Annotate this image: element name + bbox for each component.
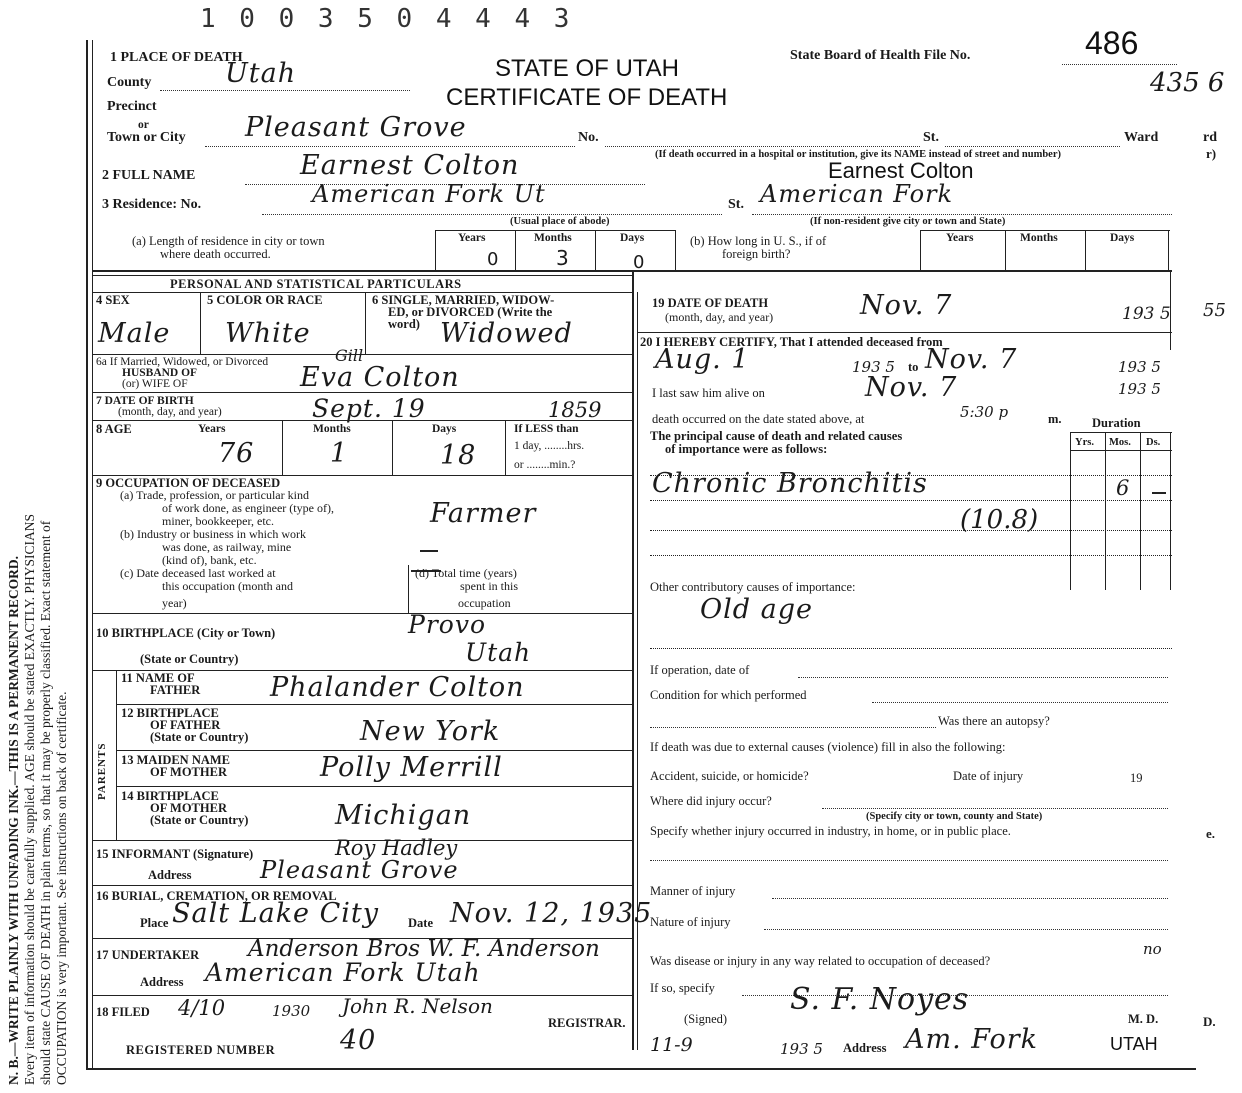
if-less-2: 1 day, ........hrs.: [514, 440, 585, 452]
residence-label: 3 Residence: No.: [102, 197, 202, 212]
attended-to-year: 193 5: [1118, 358, 1161, 376]
burial-place-value: Salt Lake City: [172, 898, 380, 929]
informant-address-value: Pleasant Grove: [260, 856, 459, 884]
md-label: M. D.: [1128, 1012, 1159, 1026]
accident-label: Accident, suicide, or homicide?: [650, 769, 809, 783]
undertaker-label: 17 UNDERTAKER: [96, 948, 200, 962]
last-saw-value: Nov. 7: [865, 372, 958, 403]
marital-label-1: 6 SINGLE, MARRIED, WIDOW-: [372, 293, 555, 307]
occ-a1: (a) Trade, profession, or particular kind: [120, 488, 309, 502]
town-label: Town or City: [107, 130, 186, 145]
fbirth-label-3: (State or Country): [150, 730, 249, 744]
specify-label: Specify whether injury occurred in industry, in home, or in public place.: [650, 824, 1011, 838]
mbirth-label-3: (State or Country): [150, 813, 249, 827]
occ-c3: year): [162, 596, 187, 610]
physician-address: Am. Fork: [905, 1024, 1039, 1055]
burial-date-label: Date: [408, 916, 433, 930]
disease-answer: no: [1143, 940, 1162, 958]
spouse-label-3: (or) WIFE OF: [122, 378, 188, 390]
burial-date-value: Nov. 12, 1935: [450, 898, 653, 929]
occ-a3: miner, bookkeeper, etc.: [162, 514, 274, 528]
registrar-label: REGISTRAR.: [548, 1016, 626, 1030]
title-certificate: CERTIFICATE OF DEATH: [446, 84, 728, 111]
filed-year: 1930: [272, 1002, 311, 1020]
registered-number-value: 40: [340, 1025, 377, 1056]
occ-a2: of work done, as engineer (type of),: [162, 501, 334, 515]
injury-date-label: Date of injury: [953, 769, 1024, 783]
res-months-label: Months: [534, 232, 572, 244]
birth-state-value: Utah: [465, 638, 532, 667]
color-label: 5 COLOR OR RACE: [207, 293, 323, 307]
cause-label-2: of importance were as follows:: [665, 442, 828, 456]
undertaker-value: Anderson Bros W. F. Anderson: [248, 936, 600, 962]
registrar-signature: John R. Nelson: [342, 994, 493, 1018]
father-label-2: FATHER: [150, 683, 201, 697]
signed-year: 193 5: [780, 1040, 823, 1058]
cause-value: Chronic Bronchitis: [652, 468, 928, 499]
dob-month-day: Sept. 19: [312, 394, 426, 423]
mbirth-value: Michigan: [335, 800, 472, 831]
st-label: St.: [923, 130, 939, 145]
filed-date: 4/10: [178, 996, 226, 1020]
occ-d2: spent in this: [460, 579, 519, 593]
occ-c2: this occupation (month and: [162, 579, 293, 593]
margin-d: D.: [1203, 1014, 1216, 1029]
last-saw-label: I last saw him alive on: [652, 386, 765, 400]
side-note-line2: Every item of information should be carefully supplied. AGE should be stated EXACTLY. PHYSICIANS: [22, 514, 37, 1085]
place-heading: 1 PLACE OF DEATH: [110, 50, 243, 65]
registered-number-label: REGISTERED NUMBER: [126, 1043, 276, 1057]
no-label: No.: [578, 130, 599, 145]
m-label: m.: [1048, 412, 1062, 426]
birth-state-label: (State or Country): [140, 652, 239, 666]
res-days-label: Days: [620, 232, 645, 244]
age-months: 1: [330, 438, 349, 469]
residence-value: American Fork Ut: [312, 180, 546, 208]
cause-months: 6: [1116, 476, 1130, 500]
or-label: or: [138, 119, 149, 131]
res-years-label: Years: [458, 232, 486, 244]
us-length-label-1: (b) How long in U. S., if of: [690, 234, 827, 248]
margin-r: r): [1206, 146, 1217, 161]
address-state: UTAH: [1110, 1034, 1158, 1054]
dob-year: 1859: [548, 398, 602, 422]
res-length-label-2: where death occurred.: [160, 247, 271, 261]
certify-label: 20 I HEREBY CERTIFY, That I attended deceased from: [640, 335, 943, 349]
injury-year: 19: [1130, 771, 1143, 785]
full-name-typed: Earnest Colton: [828, 158, 974, 183]
serial-number: 1 0 0 3 5 0 4 4 4 3: [200, 4, 574, 34]
age-years-label: Years: [198, 423, 226, 435]
marital-value: Widowed: [440, 318, 573, 349]
side-note-line4: OCCUPATION is very important. See instructions on back of certificate.: [54, 691, 69, 1085]
mother-value: Polly Merrill: [320, 752, 503, 783]
parents-label: PARENTS: [96, 742, 108, 800]
occ-d1: (d) Total time (years): [415, 566, 517, 580]
spouse-note: Gill: [335, 346, 364, 365]
undertaker-address-label: Address: [140, 975, 184, 989]
mother-label-2: OF MOTHER: [150, 765, 227, 779]
margin-55: 55: [1203, 300, 1226, 321]
duration-label: Duration: [1092, 416, 1141, 430]
address-label: Address: [843, 1041, 887, 1055]
operation-label: If operation, date of: [650, 663, 750, 677]
personal-section-title: PERSONAL AND STATISTICAL PARTICULARS: [170, 277, 462, 291]
mos-label: Mos.: [1109, 437, 1131, 448]
external-label: If death was due to external causes (violence) fill in also the following:: [650, 740, 1006, 754]
occupation-heading: 9 OCCUPATION OF DECEASED: [96, 476, 281, 490]
county-value: Utah: [225, 58, 297, 89]
age-label: 8 AGE: [96, 422, 132, 436]
yrs-label: Yrs.: [1075, 437, 1094, 448]
mother-label-1: 13 MAIDEN NAME: [121, 753, 231, 767]
mbirth-label-2: OF MOTHER: [150, 801, 227, 815]
res-months: 3: [556, 246, 569, 270]
filed-label: 18 FILED: [96, 1005, 150, 1019]
res-days: 0: [633, 252, 645, 273]
dod-year: 193 5: [1122, 304, 1171, 324]
sex-label: 4 SEX: [96, 293, 130, 307]
us-years-label: Years: [946, 232, 974, 244]
father-label-1: 11 NAME OF: [121, 671, 195, 685]
us-length-label-2: foreign birth?: [722, 247, 791, 261]
spouse-label-2: HUSBAND OF: [122, 367, 198, 379]
undertaker-address-value: American Fork Utah: [205, 958, 481, 987]
father-value: Phalander Colton: [270, 672, 525, 703]
occurred-label: death occurred on the date stated above, at: [652, 412, 865, 426]
fbirth-label-2: OF FATHER: [150, 718, 221, 732]
nature-label: Nature of injury: [650, 915, 731, 929]
res-years: 0: [487, 249, 499, 270]
if-less-3: or ........min.?: [514, 459, 576, 471]
where-label: Where did injury occur?: [650, 794, 772, 808]
birthplace-label: 10 BIRTHPLACE (City or Town): [96, 626, 276, 640]
precinct-label: Precinct: [107, 99, 157, 114]
dod-label-1: 19 DATE OF DEATH: [652, 296, 769, 310]
burial-place-label: Place: [140, 916, 169, 930]
cause-code: (10.8): [960, 505, 1039, 535]
usual-abode-note: (Usual place of abode): [510, 216, 610, 227]
where-note: (Specify city or town, county and State): [866, 811, 1043, 822]
residence-st-label: St.: [728, 197, 744, 212]
age-days-label: Days: [432, 423, 457, 435]
mbirth-label-1: 14 BIRTHPLACE: [121, 789, 219, 803]
manner-label: Manner of injury: [650, 884, 736, 898]
us-days-label: Days: [1110, 232, 1135, 244]
informant-label: 15 INFORMANT (Signature): [96, 847, 254, 861]
contrib-label: Other contributory causes of importance:: [650, 580, 856, 594]
color-value: White: [225, 318, 311, 349]
res-length-label-1: (a) Length of residence in city or town: [132, 234, 325, 248]
autopsy-label: Was there an autopsy?: [938, 714, 1050, 728]
margin-e: e.: [1206, 826, 1216, 841]
occ-d3: occupation: [458, 596, 511, 610]
side-note-line1: N. B.—WRITE PLAINLY WITH UNFADING INK.—THIS IS A PERMANENT RECORD.: [6, 556, 21, 1085]
age-months-label: Months: [313, 423, 351, 435]
side-note-line3: should state CAUSE OF DEATH in plain terms, so that it may be properly classified. Exact statement of: [38, 520, 53, 1085]
hospital-note: (If death occurred in a hospital or institution, give its NAME instead of street and number): [655, 149, 1062, 160]
occ-b3: (kind of), bank, etc.: [162, 553, 257, 567]
death-time: 5:30 p: [960, 403, 1009, 421]
occ-b2: was done, as railway, mine: [162, 540, 292, 554]
age-days: 18: [440, 440, 477, 471]
town-value: Pleasant Grove: [245, 112, 467, 143]
spouse-label-1: 6a If Married, Widowed, or Divorced: [96, 356, 269, 368]
ds-label: Ds.: [1146, 437, 1161, 448]
birthplace-value: Provo: [408, 610, 486, 639]
occ-b1: (b) Industry or business in which work: [120, 527, 306, 541]
last-saw-year: 193 5: [1118, 380, 1161, 398]
condition-label: Condition for which performed: [650, 688, 807, 702]
full-name-label: 2 FULL NAME: [102, 168, 196, 183]
attended-from-year: 193 5: [852, 358, 895, 376]
if-so-label: If so, specify: [650, 981, 715, 995]
burial-label: 16 BURIAL, CREMATION, OR REMOVAL: [96, 889, 337, 903]
margin-rd: rd: [1203, 130, 1217, 145]
informant-value: Roy Hadley: [335, 836, 458, 860]
file-no-2: 435 6: [1150, 68, 1225, 98]
sex-value: Male: [98, 318, 171, 349]
disease-label: Was disease or injury in any way related to occupation of deceased?: [650, 954, 991, 968]
signed-label: (Signed): [684, 1012, 728, 1026]
spouse-value: Eva Colton: [300, 362, 460, 393]
fbirth-label-1: 12 BIRTHPLACE: [121, 706, 219, 720]
marital-label-3: word): [388, 317, 420, 331]
full-name-value: Earnest Colton: [300, 150, 520, 181]
age-years: 76: [218, 438, 255, 469]
ward-label: Ward: [1124, 130, 1159, 145]
attended-from: Aug. 1: [655, 344, 750, 375]
dob-label-2: (month, day, and year): [118, 406, 222, 418]
file-no-label: State Board of Health File No.: [790, 48, 971, 63]
contrib-value: Old age: [700, 594, 813, 625]
attended-to: Nov. 7: [925, 344, 1018, 375]
informant-address-label: Address: [148, 868, 192, 882]
occupation-value: Farmer: [430, 498, 537, 529]
file-no: 486: [1085, 25, 1139, 61]
us-months-label: Months: [1020, 232, 1058, 244]
physician-signature: S. F. Noyes: [790, 982, 970, 1017]
county-label: County: [107, 75, 152, 90]
marital-label-2: ED, or DIVORCED (Write the: [388, 305, 553, 319]
occ-c1: (c) Date deceased last worked at: [120, 566, 276, 580]
cause-label-1: The principal cause of death and related causes: [650, 429, 903, 443]
title-state: STATE OF UTAH: [495, 55, 679, 82]
dod-label-2: (month, day, and year): [665, 310, 774, 324]
dod-value: Nov. 7: [860, 290, 953, 321]
dob-label-1: 7 DATE OF BIRTH: [96, 395, 194, 407]
residence-st-value: American Fork: [760, 180, 954, 208]
signed-date: 11-9: [650, 1034, 693, 1056]
nonresident-note: (If non-resident give city or town and State): [810, 216, 1006, 227]
to-label: to: [908, 360, 919, 374]
if-less-1: If LESS than: [514, 423, 579, 435]
fbirth-value: New York: [360, 716, 501, 747]
